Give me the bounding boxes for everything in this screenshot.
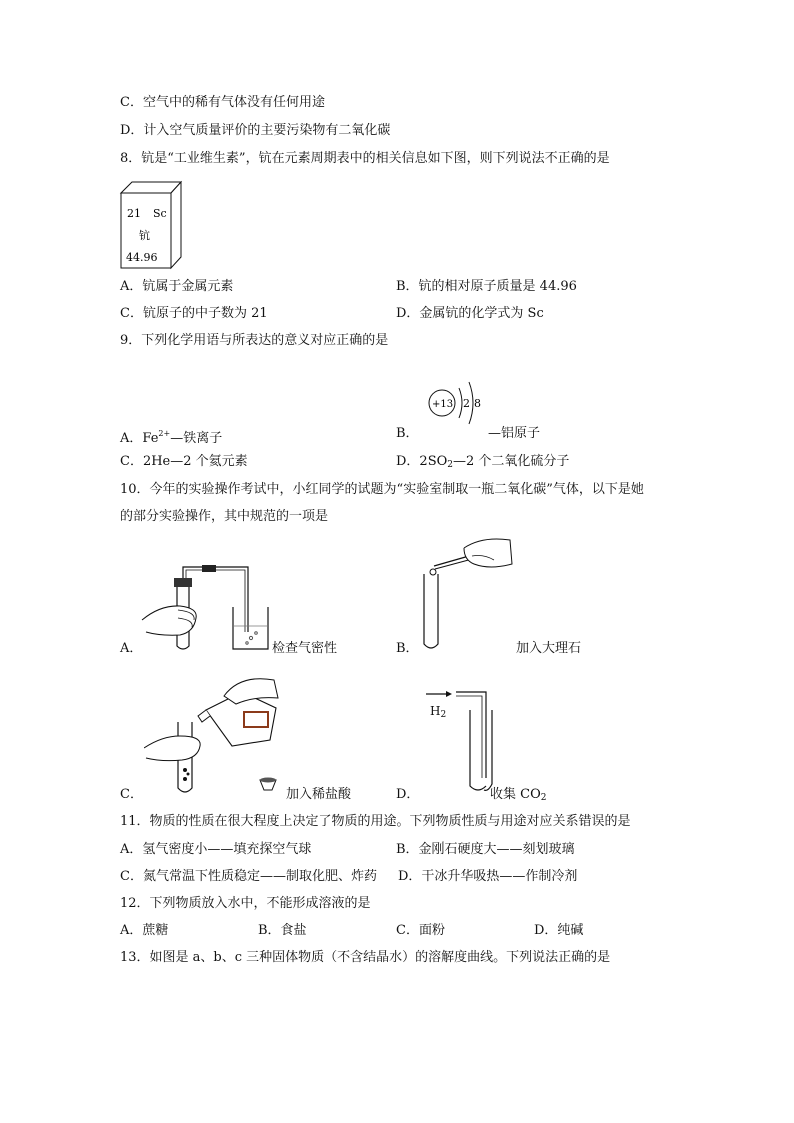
q10-option-b-caption: 加入大理石 <box>516 641 582 656</box>
nucleus-charge: +13 <box>432 399 454 410</box>
q9-option-d <box>396 453 569 474</box>
q7-option-c: C．空气中的稀有气体没有任何用途 <box>120 95 325 110</box>
q10-option-d-caption: 收集 $CO_2$ <box>490 787 547 803</box>
q8-stem: 8．钪是“工业维生素”，钪在元素周期表中的相关信息如下图，则下列说法不正确的是 <box>120 151 610 166</box>
q11-option-b: B．金刚石硬度大——刻划玻璃 <box>396 842 575 857</box>
q7-option-d: D．计入空气质量评价的主要污染物有二氧化碳 <box>120 123 391 138</box>
q9-option-b-meaning: —铝原子 <box>488 426 541 441</box>
q10-option-a-label: A． <box>120 641 143 656</box>
q8-option-a: A．钪属于金属元素 <box>120 279 234 294</box>
q10-option-c-label: C． <box>120 787 143 802</box>
q11-option-c: C．氮气常温下性质稳定——制取化肥、炸药 <box>120 869 377 884</box>
q9-d-meaning: —2 个二氧化硫分子 <box>453 454 570 469</box>
q13-stem: 13．如图是 a、b、c 三种固体物质（不含结晶水）的溶解度曲线。下列说法正确的是 <box>120 950 611 965</box>
q10-stem-line2: 的部分实验操作，其中规范的一项是 <box>120 509 329 524</box>
q9-option-a <box>120 425 222 448</box>
rubber-stopper <box>174 578 192 587</box>
cell-symbol: Sc <box>153 207 167 220</box>
q12-option-b: B．食盐 <box>258 923 307 938</box>
airtightness-check-apparatus <box>140 560 270 656</box>
q9-a-charge: 2+ <box>158 429 171 438</box>
q9-a-meaning: —铁离子 <box>170 431 223 446</box>
q9-stem: 9．下列化学用语与所表达的意义对应正确的是 <box>120 333 389 348</box>
q9-d-formula: D．2SO <box>396 454 448 469</box>
q10-option-d-label: D． <box>396 787 420 802</box>
q12-option-d: D．纯碱 <box>534 923 584 938</box>
q12-option-a: A．蔗糖 <box>120 923 169 938</box>
acid-pouring-apparatus <box>144 670 284 802</box>
q8-option-b: B．钪的相对原子质量是 44.96 <box>396 279 577 294</box>
q10-stem-line1: 10．今年的实验操作考试中，小红同学的试题为“实验室制取一瓶二氧化碳”气体，以下是她 <box>120 482 644 497</box>
marble-adding-apparatus <box>420 534 516 652</box>
q11-stem: 11．物质的性质在很大程度上决定了物质的用途。下列物质性质与用途对应关系错误的是 <box>120 814 631 829</box>
q10-option-b-label: B． <box>396 641 419 656</box>
aluminum-atom-structure-diagram <box>426 374 488 436</box>
q10-option-c-caption: 加入稀盐酸 <box>286 787 352 802</box>
q9-a-formula: A．Fe <box>120 431 159 446</box>
cell-atomic-mass: 44.96 <box>126 251 158 264</box>
q8-option-c: C．钪原子的中子数为 21 <box>120 306 268 321</box>
q9-option-c: C．2He—2 个氦元素 <box>120 454 248 469</box>
q8-option-d: D．金属钪的化学式为 Sc <box>396 306 544 321</box>
q11-option-d: D．干冰升华吸热——作制冷剂 <box>398 869 578 884</box>
q9-d-subscript: 2 <box>447 460 453 470</box>
q10-option-a-caption: 检查气密性 <box>272 641 338 656</box>
shell1-electrons: 2 <box>463 397 470 410</box>
cell-atomic-number: 21 <box>127 207 141 220</box>
periodic-table-cell-figure <box>118 180 184 272</box>
h2-gas-label: $H_2$ <box>430 704 447 720</box>
shell2-electrons: 8 <box>474 397 481 410</box>
q12-stem: 12．下列物质放入水中，不能形成溶液的是 <box>120 896 371 911</box>
q12-option-c: C．面粉 <box>396 923 445 938</box>
q9-option-b-label: B． <box>396 426 419 441</box>
cell-element-name: 钪 <box>139 229 150 242</box>
q11-option-a: A．氢气密度小——填充探空气球 <box>120 842 312 857</box>
